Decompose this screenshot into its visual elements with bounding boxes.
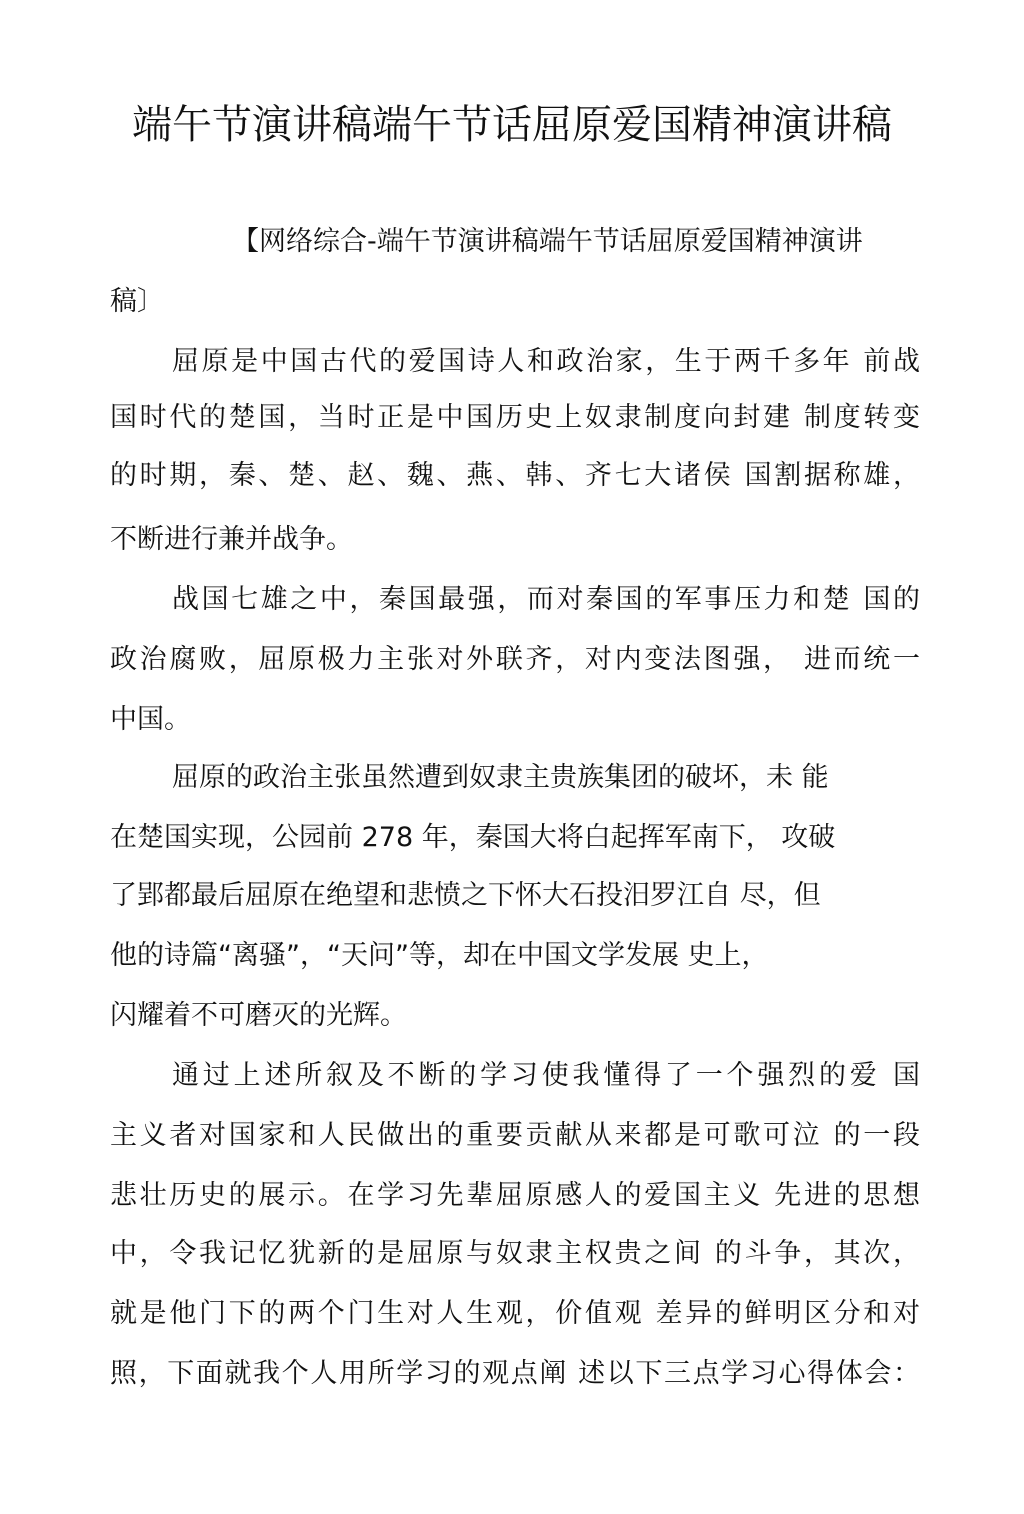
text-line: 在楚国实现，公园前 278 年，秦国大将白起挥军南下， 攻破 [110,822,836,853]
paragraph-first-line: 屈原是中国古代的爱国诗人和政治家，生于两千多年 前战 [172,346,920,377]
text-line: 【网络综合-端午节演讲稿端午节话屈原爱国精神演讲 [232,226,863,257]
text-line: 他的诗篇“离骚”，“天问”等，却在中国文学发展 史上， [110,940,769,971]
text-line: 了郢都最后屈原在绝望和悲愤之下怀大石投汨罗江自 尽，但 [110,880,821,911]
text-line: 悲壮历史的展示。在学习先辈屈原感人的爱国主义 先进的思想 [110,1180,920,1211]
text-line: 照，下面就我个人用所学习的观点阐 述以下三点学习心得体会： [110,1358,920,1389]
text-line: 不断进行兼并战争。 [110,524,353,555]
document-title: 端午节演讲稿端午节话屈原爱国精神演讲稿 [132,102,892,148]
text-line: 国时代的楚国，当时正是中国历史上奴隶制度向封建 制度转变 [110,402,920,433]
paragraph-first-line: 屈原的政治主张虽然遭到奴隶主贵族集团的破坏，未 能 [172,762,829,793]
paragraph-first-line: 通过上述所叙及不断的学习使我懂得了一个强烈的爱 国 [172,1060,920,1091]
text-line: 政治腐败，屈原极力主张对外联齐，对内变法图强， 进而统一 [110,644,920,675]
text-line: 的时期，秦、楚、赵、魏、燕、韩、齐七大诸侯 国割据称雄， [110,460,920,491]
paragraph-first-line: 战国七雄之中，秦国最强，而对秦国的军事压力和楚 国的 [172,584,920,615]
text-line: 闪耀着不可磨灭的光辉。 [110,1000,407,1031]
text-line: 中国。 [110,704,191,735]
text-line: 稿〕 [110,286,164,317]
text-line: 主义者对国家和人民做出的重要贡献从来都是可歌可泣 的一段 [110,1120,920,1151]
text-line: 就是他门下的两个门生对人生观，价值观 差异的鲜明区分和对 [110,1298,920,1329]
text-line: 中，令我记忆犹新的是屈原与奴隶主权贵之间 的斗争，其次， [110,1238,920,1269]
